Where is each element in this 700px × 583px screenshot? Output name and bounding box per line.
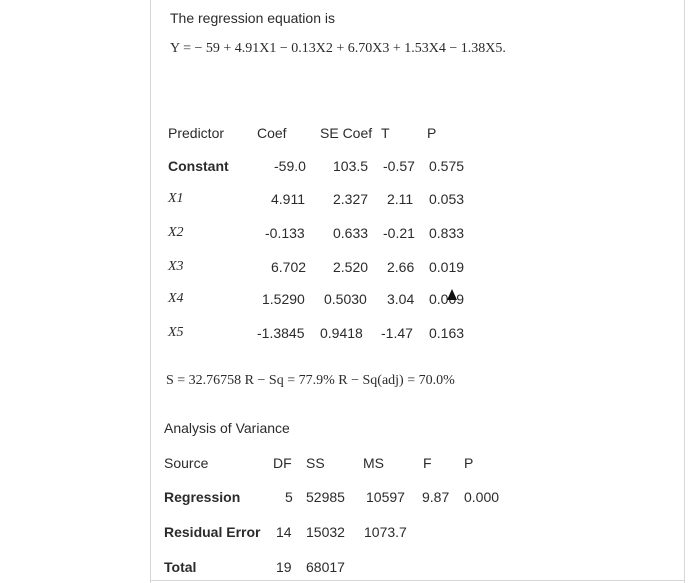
anova-row-ss: 68017: [306, 559, 345, 575]
table-row-se: 2.520: [333, 259, 369, 275]
table-row-predictor: X2: [168, 225, 184, 240]
table-row-p: 0.163: [429, 325, 465, 341]
table-row-p: 0.053: [429, 191, 465, 207]
col-header-t: T: [381, 125, 390, 141]
anova-header-ss: SS: [306, 455, 325, 471]
anova-row-p: 0.000: [464, 489, 500, 505]
table-row-p: 0.009: [429, 291, 465, 307]
anova-header-p: P: [464, 455, 474, 471]
table-row-predictor: X4: [168, 291, 184, 306]
table-row-coef: -59.0: [274, 158, 306, 174]
anova-row-source: Regression: [164, 489, 241, 505]
anova-row-df: 5: [285, 489, 293, 505]
table-row-p: 0.575: [429, 158, 465, 174]
table-row-t: 2.11: [387, 191, 414, 207]
col-header-p: P: [427, 125, 437, 141]
table-row-t: 3.04: [387, 291, 415, 307]
table-row-coef: -1.3845: [257, 325, 305, 341]
table-row-se: 0.5030: [324, 291, 367, 307]
table-row-t: 2.66: [387, 259, 415, 275]
anova-header-df: DF: [273, 455, 292, 471]
table-row-se: 103.5: [333, 158, 369, 174]
anova-row-df: 19: [276, 559, 292, 575]
mouse-cursor-icon: [447, 289, 457, 300]
model-summary: S = 32.76758 R − Sq = 77.9% R − Sq(adj) = 70.0%: [166, 373, 455, 388]
table-row-se: 0.633: [333, 225, 369, 241]
anova-row-ms: 1073.7: [364, 524, 407, 540]
anova-row-ss: 52985: [306, 489, 345, 505]
table-row-t: -1.47: [381, 325, 413, 341]
anova-row-df: 14: [276, 524, 292, 540]
table-row-se: 0.9418: [320, 325, 363, 341]
frame-border-right: [684, 0, 685, 583]
table-row-coef: -0.133: [265, 225, 305, 241]
anova-title: Analysis of Variance: [164, 420, 290, 436]
table-row-p: 0.833: [429, 225, 465, 241]
table-row-predictor: Constant: [168, 158, 229, 174]
table-row-t: -0.21: [383, 225, 415, 241]
table-row-coef: 4.911: [271, 191, 305, 207]
frame-border-bottom: [150, 580, 685, 581]
anova-row-source: Total: [164, 559, 197, 575]
anova-header-ms: MS: [363, 455, 384, 471]
table-row-se: 2.327: [333, 191, 369, 207]
table-row-predictor: X1: [168, 191, 184, 206]
intro-text: The regression equation is: [170, 10, 335, 26]
anova-row-f: 9.87: [422, 489, 450, 505]
col-header-coef: Coef: [257, 125, 287, 141]
anova-row-source: Residual Error: [164, 524, 261, 540]
table-row-t: -0.57: [383, 158, 415, 174]
regression-equation: Y = − 59 + 4.91X1 − 0.13X2 + 6.70X3 + 1.53X4 − 1.38X5.: [170, 41, 506, 56]
table-row-predictor: X5: [168, 325, 184, 340]
table-row-predictor: X3: [168, 259, 184, 274]
anova-row-ms: 10597: [366, 489, 405, 505]
table-row-p: 0.019: [429, 259, 465, 275]
frame-border-left: [150, 0, 151, 583]
anova-row-ss: 15032: [306, 524, 345, 540]
col-header-predictor: Predictor: [168, 125, 225, 141]
anova-header-f: F: [423, 455, 432, 471]
col-header-se-coef: SE Coef: [320, 125, 373, 141]
table-row-coef: 1.5290: [262, 291, 305, 307]
table-row-coef: 6.702: [271, 259, 307, 275]
anova-header-source: Source: [164, 455, 209, 471]
